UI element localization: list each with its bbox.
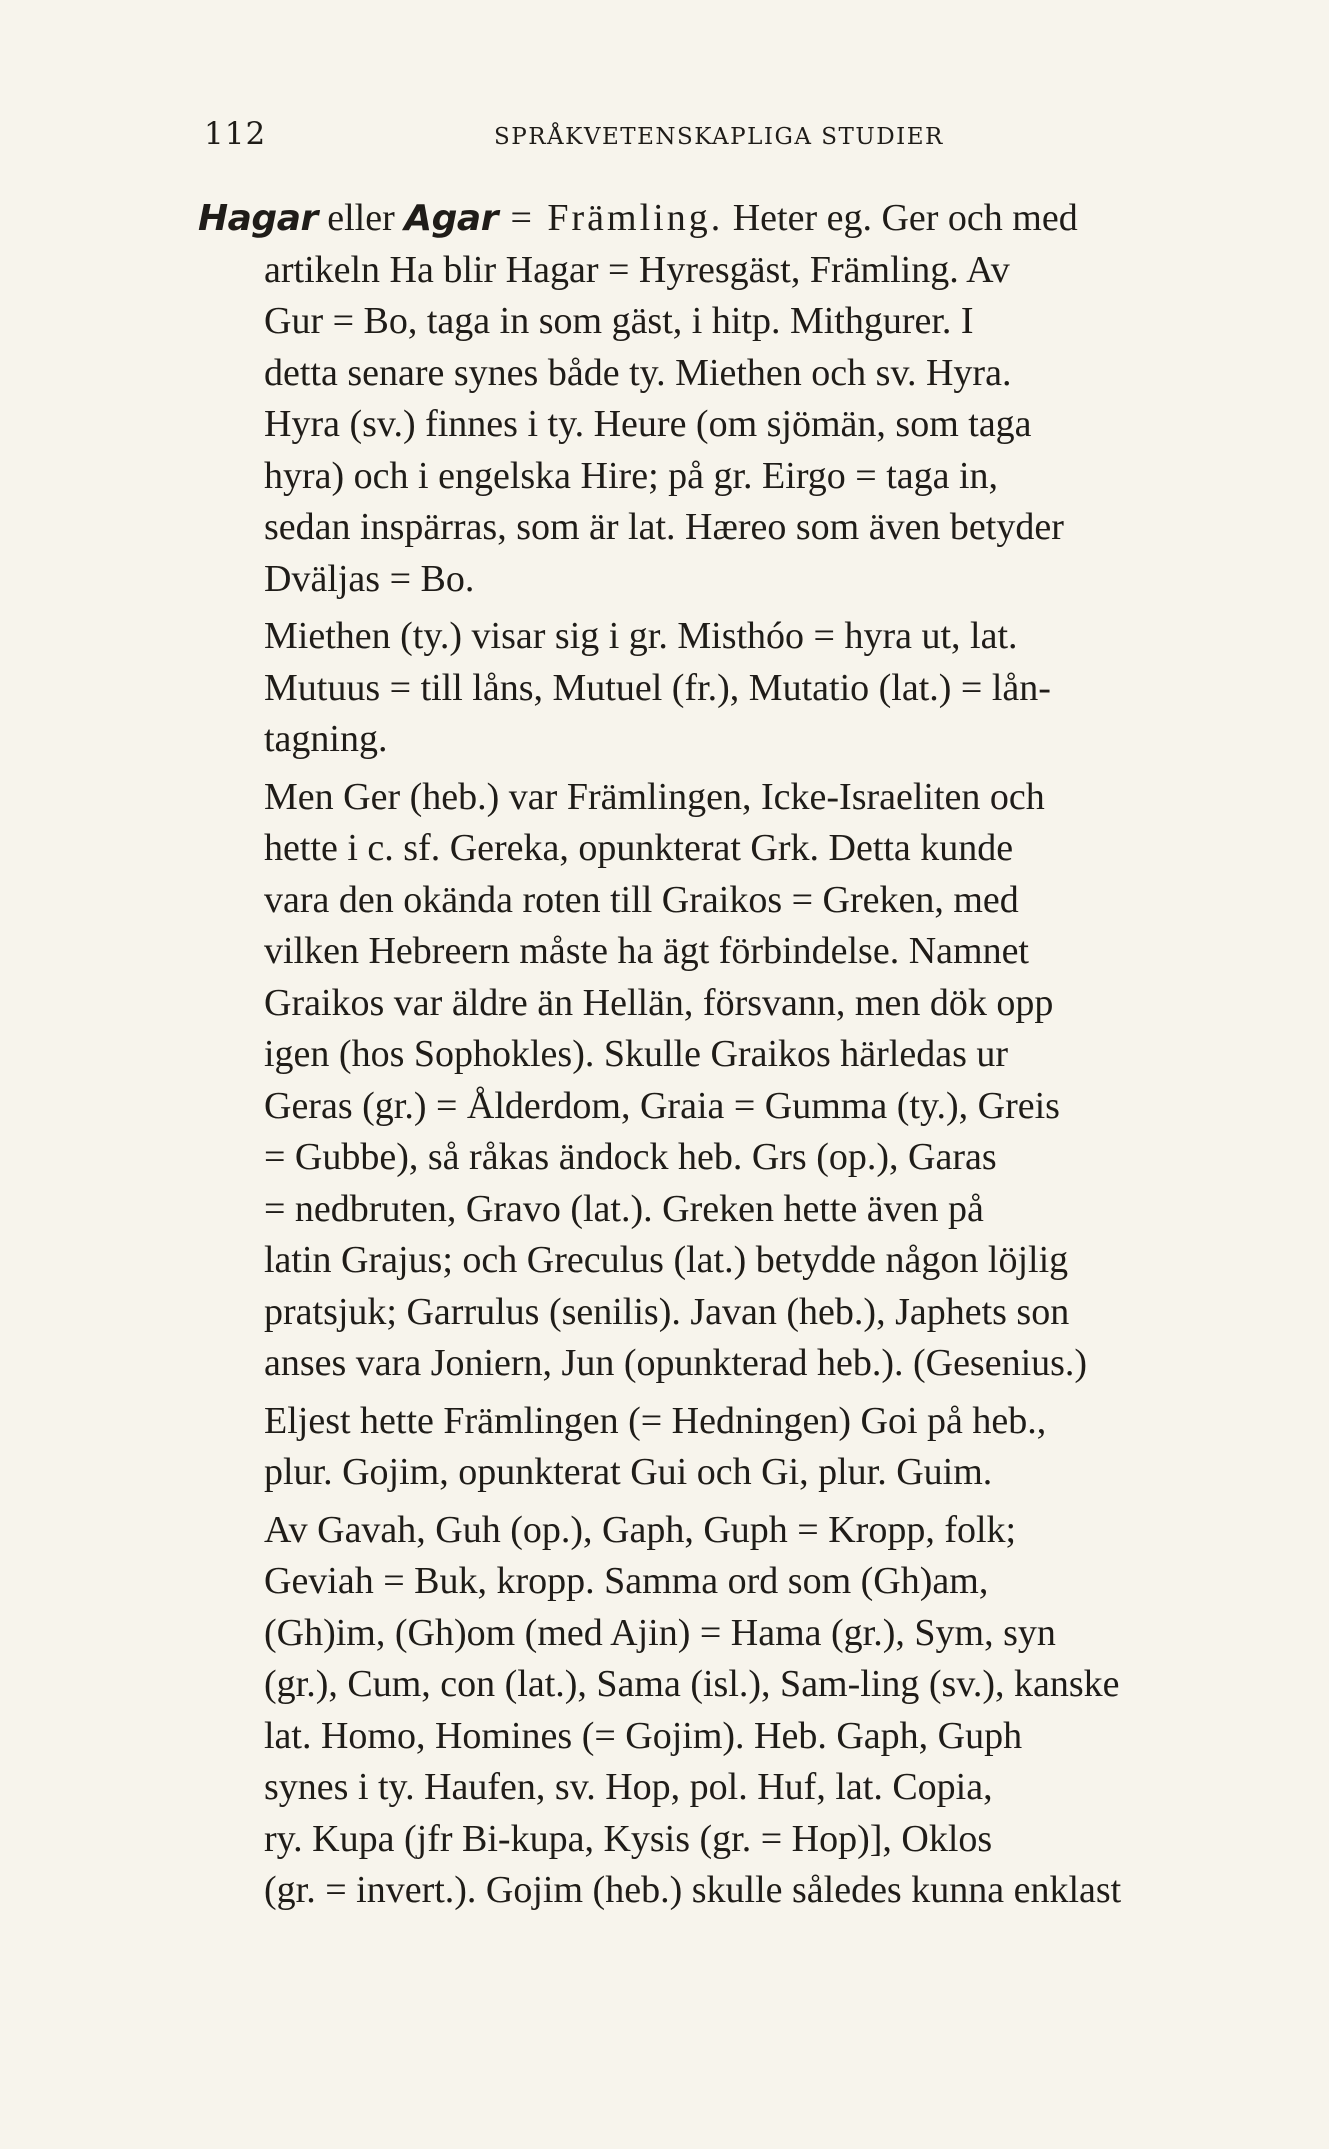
page-header <box>204 116 1272 164</box>
connector-text: eller <box>317 197 405 239</box>
running-head: SPRÅKVETENSKAPLIGA STUDIER <box>494 124 944 150</box>
body-text <box>198 193 1274 1917</box>
paragraph-gavah: Av Gavah, Guh (op.), Gaph, Guph = Kropp, folk; Geviah = Buk, kropp. Samma ord som (Gh)am, (Gh)im, (Gh)om (med Ajin) = Hama (gr.), Sym, syn (gr.), Cum, con (lat.), Sama (isl.), Sam-ling (sv.), kanske lat. Homo, Homines (= Gojim). Heb. Gaph, Guph synes i ty. Haufen, sv. Hop, pol. Huf, lat. Copia, ry. Kupa (jfr Bi-kupa, Kysis (gr. = Hop)], Oklos (gr. = invert.). Gojim (heb.) skulle således kunna enklast <box>264 1508 1122 1911</box>
paragraph-hagar <box>198 193 1274 605</box>
entry-first-line <box>198 193 1274 245</box>
gloss-text: = Främling. <box>497 197 724 239</box>
first-line-rest: Heter eg. Ger och med <box>723 197 1078 239</box>
paragraph-hagar-continuation: artikeln Ha blir Hagar = Hyresgäst, Främling. Av Gur = Bo, taga in som gäst, i hitp. Mithgurer. I detta senare synes både ty. Miethen och sv. Hyra. Hyra (sv.) finnes i ty. Heure (om sjömän, som taga hyra) och i engelska Hire; på gr. Eirgo = taga in, sedan inspärras, som är lat. Hæreo som även betyder Dväljas = Bo. <box>264 248 1064 600</box>
paragraph-ger: Men Ger (heb.) var Främlingen, Icke-Israeliten och hette i c. sf. Gereka, opunkterat Grk. Detta kunde vara den okända roten till Graikos = Greken, med vilken Hebreern måste ha ägt förbindelse. Namnet Graikos var äldre än Hellän, försvann, men dök opp igen (hos Sophokles). Skulle Graikos härledas ur Geras (gr.) = Ålderdom, Graia = Gumma (ty.), Greis = Gubbe), så råkas ändock heb. Grs (op.), Garas = nedbruten, Gravo (lat.). Greken hette även på latin Grajus; och Greculus (lat.) betydde någon löjlig pratsjuk; Garrulus (senilis). Javan (heb.), Japhets son anses vara Joniern, Jun (opunkterad heb.). (Gesenius.) <box>264 775 1088 1384</box>
headword-agar: Agar <box>404 198 498 239</box>
paragraph-miethen: Miethen (ty.) visar sig i gr. Misthóo = hyra ut, lat. Mutuus = till låns, Mutuel (fr.), Mutatio (lat.) = lån- tagning. <box>264 615 1051 760</box>
paragraph-eljest: Eljest hette Främlingen (= Hedningen) Goi på heb., plur. Gojim, opunkterat Gui och Gi, plur. Guim. <box>264 1399 1047 1493</box>
page-number: 112 <box>204 116 267 152</box>
headword-hagar: Hagar <box>198 198 318 239</box>
